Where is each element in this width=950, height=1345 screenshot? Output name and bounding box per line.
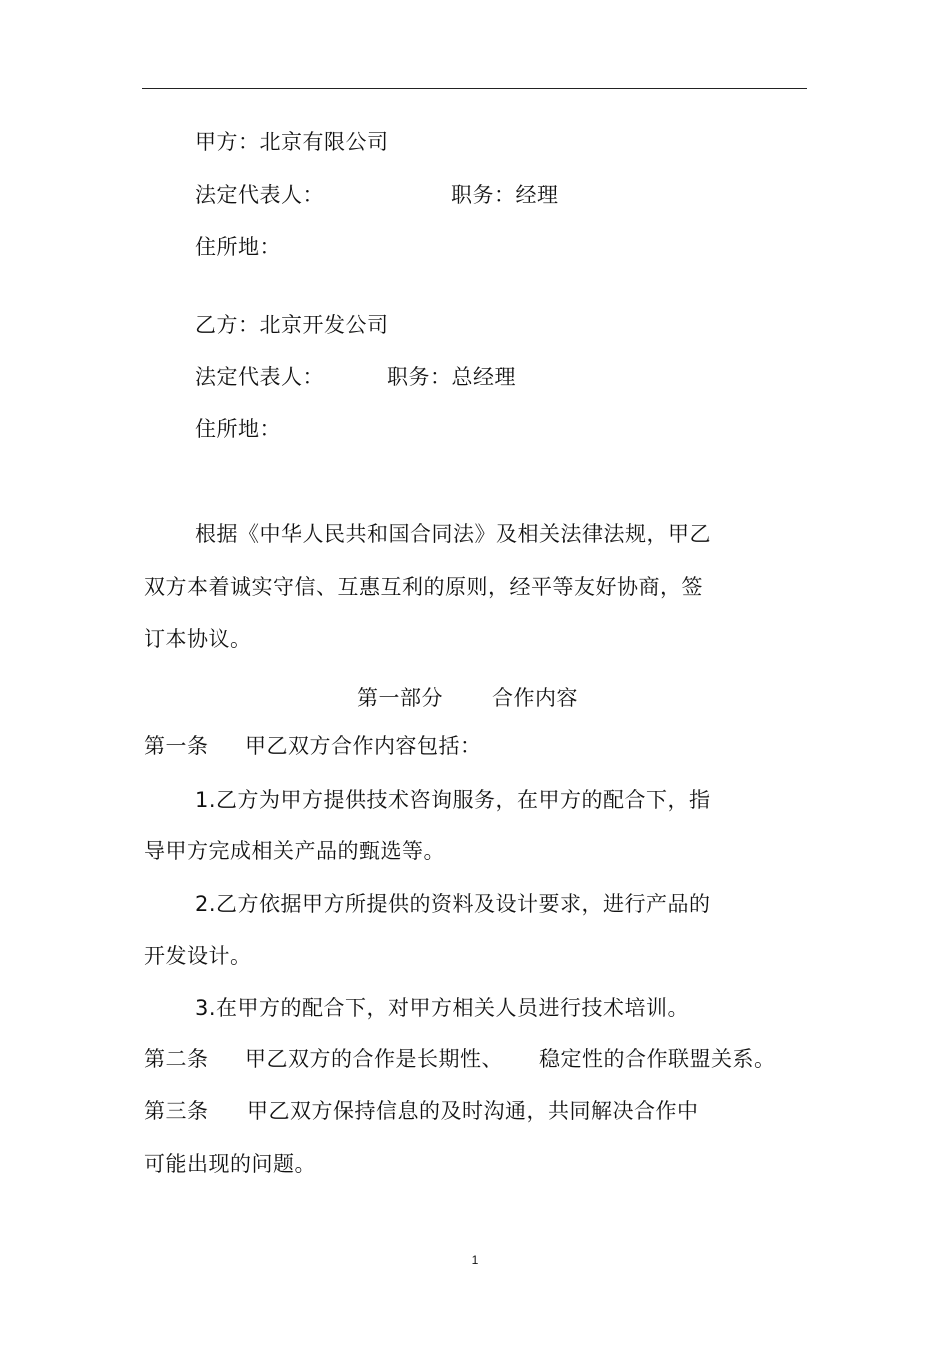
- preamble-line-1: 根据《中华人民共和国合同法》及相关法律法规，甲乙: [195, 522, 711, 546]
- article-1-text: 甲乙双方合作内容包括：: [245, 734, 482, 758]
- item-1-line-1: 1.乙方为甲方提供技术咨询服务，在甲方的配合下，指: [195, 788, 711, 812]
- article-2-text-a: 甲乙双方的合作是长期性、: [245, 1047, 503, 1071]
- party-a-title: 职务：经理: [451, 183, 559, 207]
- party-b-name: 乙方：北京开发公司: [195, 313, 389, 337]
- article-3-line-1: 甲乙双方保持信息的及时沟通，共同解决合作中: [247, 1099, 699, 1123]
- party-a-address-label: 住所地：: [195, 235, 281, 259]
- item-1-line-2: 导甲方完成相关产品的甄选等。: [144, 839, 445, 863]
- header-rule: [142, 88, 807, 89]
- article-1-label: 第一条: [144, 734, 209, 758]
- party-a-name: 甲方：北京有限公司: [195, 130, 389, 154]
- party-b-rep-label: 法定代表人：: [195, 365, 324, 389]
- part-heading-title: 合作内容: [492, 686, 578, 710]
- item-2-line-1: 2.乙方依据甲方所提供的资料及设计要求，进行产品的: [195, 892, 711, 916]
- party-b-address-label: 住所地：: [195, 417, 281, 441]
- preamble-line-3: 订本协议。: [144, 627, 252, 651]
- article-2-text-b: 稳定性的合作联盟关系。: [539, 1047, 776, 1071]
- item-3-line-1: 3.在甲方的配合下，对甲方相关人员进行技术培训。: [195, 996, 690, 1020]
- party-b-title: 职务：总经理: [387, 365, 516, 389]
- page-number: 1: [471, 1253, 479, 1267]
- article-3-line-2: 可能出现的问题。: [144, 1152, 316, 1176]
- article-2-label: 第二条: [144, 1047, 209, 1071]
- item-2-line-2: 开发设计。: [144, 944, 252, 968]
- party-a-rep-label: 法定代表人：: [195, 183, 324, 207]
- article-3-label: 第三条: [144, 1099, 209, 1123]
- part-heading-number: 第一部分: [357, 686, 443, 710]
- preamble-line-2: 双方本着诚实守信、互惠互利的原则，经平等友好协商，签: [144, 575, 703, 599]
